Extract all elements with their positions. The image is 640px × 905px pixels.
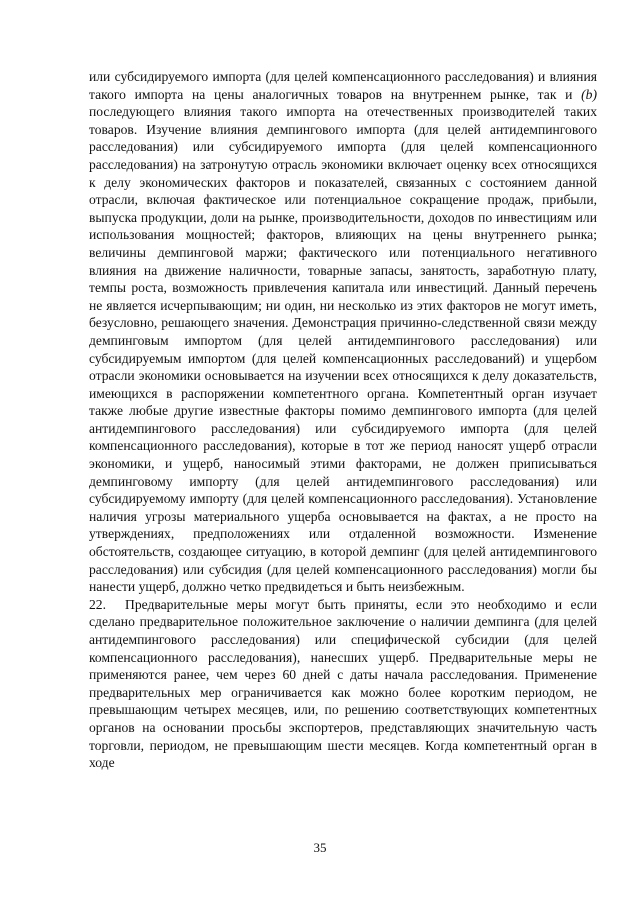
document-page bbox=[89, 68, 597, 772]
paragraph-22-text: Предварительные меры могут быть приняты, если это необходимо и если сделано предварительное положительное заключение о наличии демпинга (для целей антидемпингового расследования) или специфической субсидии (для целей компенсационного расследования), нанесших ущерб. Предварительные меры не применяются ранее, чем через 60 дней с даты начала расследования. Применение предварительных мер ограничивается как можно более коротким периодом, не превышающим четырех месяцев, или, по решению соответствующих компетентных органов на основании просьбы экспортеров, представляющих значительную часть торговли, периодом, не превышающим шести месяцев. Когда компетентный орган в ходе bbox=[89, 596, 597, 771]
paragraph-text-start: или субсидируемого импорта (для целей компенсационного расследования) и влияния такого импорта на цены аналогичных товаров на внутреннем рынке, так и bbox=[89, 69, 597, 102]
paragraph-text-rest: последующего влияния такого импорта на отечественных производителей таких товаров. Изучение влияния демпингового импорта (для целей антидемпингового расследования) или субсидируемого импорта (для целей компенсационного расследования) на затронутую отрасль экономики включает оценку всех относящихся к делу экономических факторов и показателей, связанных с состоянием данной отрасли, включая фактическое или потенциальное сокращение продаж, прибыли, выпуска продукции, доли на рынке, производительности, доходов по инвестициям или использования мощностей; факторов, влияющих на цены внутреннего рынка; величины демпинговой маржи; фактического или потенциального негативного влияния на движение наличности, товарные запасы, занятость, заработную плату, темпы роста, возможность привлечения капитала или инвестиций. Данный перечень не является исчерпывающим; ни один, ни несколько из этих факторов не могут иметь, безусловно, решающего значения. Демонстрация причинно-следственной связи между демпинговым импортом (для целей антидемпингового расследования) или субсидируемым импортом (для целей компенсационных расследований) и ущербом отрасли экономики основывается на изучении всех относящихся к делу доказательств, имеющихся в распоряжении компетентного органа. Компетентный орган изучает также любые другие известные факторы помимо демпингового импорта (для целей антидемпингового расследования) или субсидируемого импорта (для целей компенсационного расследования), которые в тот же период наносят ущерб отрасли экономики, и ущерб, наносимый этими факторами, не должен приписываться демпинговому импорту (для целей антидемпингового расследования) или субсидируемому импорту (для целей компенсационного расследования). Установление наличия угрозы материального ущерба основывается на фактах, а не просто на утверждениях, предположениях или отдаленной возможности. Изменение обстоятельств, создающее ситуацию, в которой демпинг (для целей антидемпингового расследования) или субсидия (для целей компенсационного расследования) могли бы нанести ущерб, должно четко предвидеться и быть неизбежным. bbox=[89, 104, 597, 595]
paragraph-22 bbox=[89, 596, 597, 772]
list-marker-b: (b) bbox=[581, 86, 597, 102]
page-number: 35 bbox=[313, 840, 327, 855]
paragraph-continuation bbox=[89, 68, 597, 596]
paragraph-number: 22. bbox=[89, 596, 106, 612]
